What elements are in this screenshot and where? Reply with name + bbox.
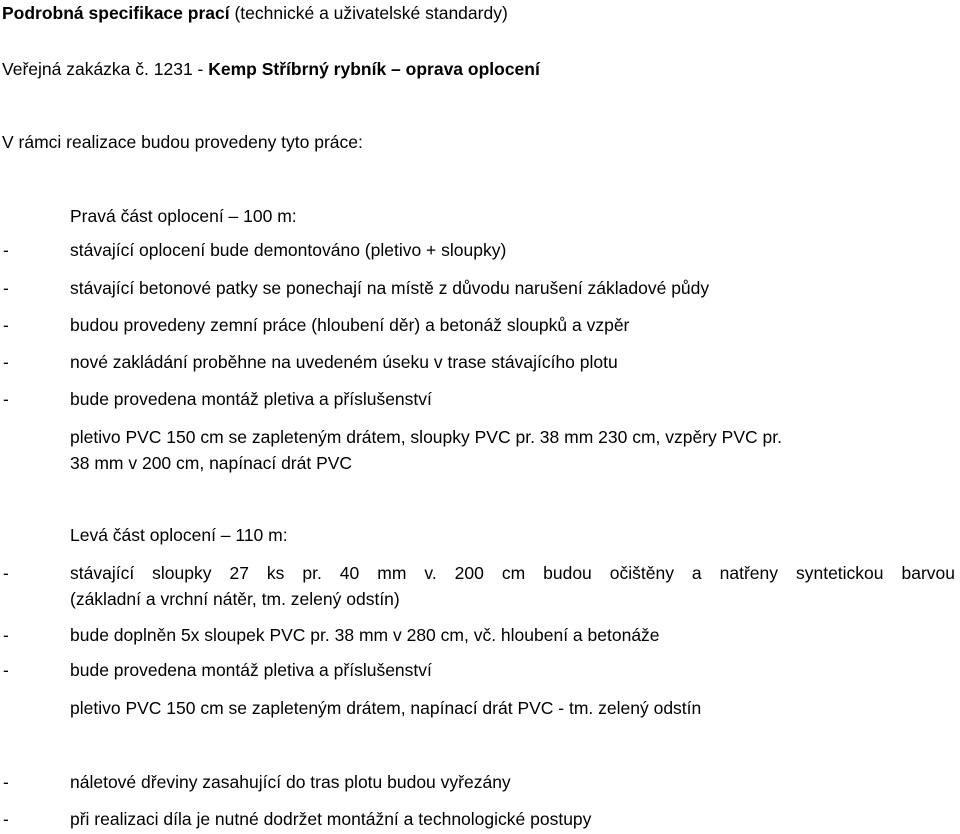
list-item: bude provedena montáž pletiva a příslušenství <box>70 389 432 409</box>
dash: - <box>3 278 9 298</box>
list-item: stávající sloupky 27 ks pr. 40 mm v. 200 cm budou očištěny a natřeny syntetickou barvou <box>70 563 955 583</box>
intro-text: V rámci realizace budou provedeny tyto práce: <box>2 132 363 152</box>
left-spec: pletivo PVC 150 cm se zapleteným drátem, napínací drát PVC - tm. zelený odstín <box>70 698 702 718</box>
right-spec-line2: 38 mm v 200 cm, napínací drát PVC <box>70 453 353 473</box>
list-item: nové zakládání proběhne na uvedeném úseku v trase stávajícího plotu <box>70 352 618 372</box>
dash: - <box>3 389 9 409</box>
dash: - <box>3 315 9 335</box>
list-item: stávající betonové patky se ponechají na místě z důvodu narušení základové půdy <box>70 278 710 298</box>
dash: - <box>3 772 9 792</box>
right-part-heading: Pravá část oplocení – 100 m: <box>70 206 297 226</box>
contract-prefix: Veřejná zakázka č. 1231 - <box>2 59 209 79</box>
dash: - <box>3 563 9 583</box>
dash: - <box>3 240 9 260</box>
contract-line <box>2 59 540 79</box>
dash: - <box>3 625 9 645</box>
right-spec-line1: pletivo PVC 150 cm se zapleteným drátem, sloupky PVC pr. 38 mm 230 cm, vzpěry PVC pr. <box>70 427 782 447</box>
list-item: stávající oplocení bude demontováno (pletivo + sloupky) <box>70 240 507 260</box>
list-item: bude provedena montáž pletiva a příslušenství <box>70 660 432 680</box>
list-item-continuation: (základní a vrchní nátěr, tm. zelený odstín) <box>70 589 400 609</box>
list-item: náletové dřeviny zasahující do tras plotu budou vyřezány <box>70 772 511 792</box>
dash: - <box>3 352 9 372</box>
list-item: při realizaci díla je nutné dodržet montážní a technologické postupy <box>70 809 592 829</box>
dash: - <box>3 809 9 829</box>
document-title <box>2 3 508 23</box>
title-bold: Podrobná specifikace prací <box>2 3 230 23</box>
title-rest: (technické a uživatelské standardy) <box>229 3 508 23</box>
left-part-heading: Levá část oplocení – 110 m: <box>70 525 288 545</box>
contract-name: Kemp Stříbrný rybník – oprava oplocení <box>208 59 540 79</box>
list-item: bude doplněn 5x sloupek PVC pr. 38 mm v 280 cm, vč. hloubení a betonáže <box>70 625 660 645</box>
dash: - <box>3 660 9 680</box>
list-item: budou provedeny zemní práce (hloubení děr) a betonáž sloupků a vzpěr <box>70 315 630 335</box>
